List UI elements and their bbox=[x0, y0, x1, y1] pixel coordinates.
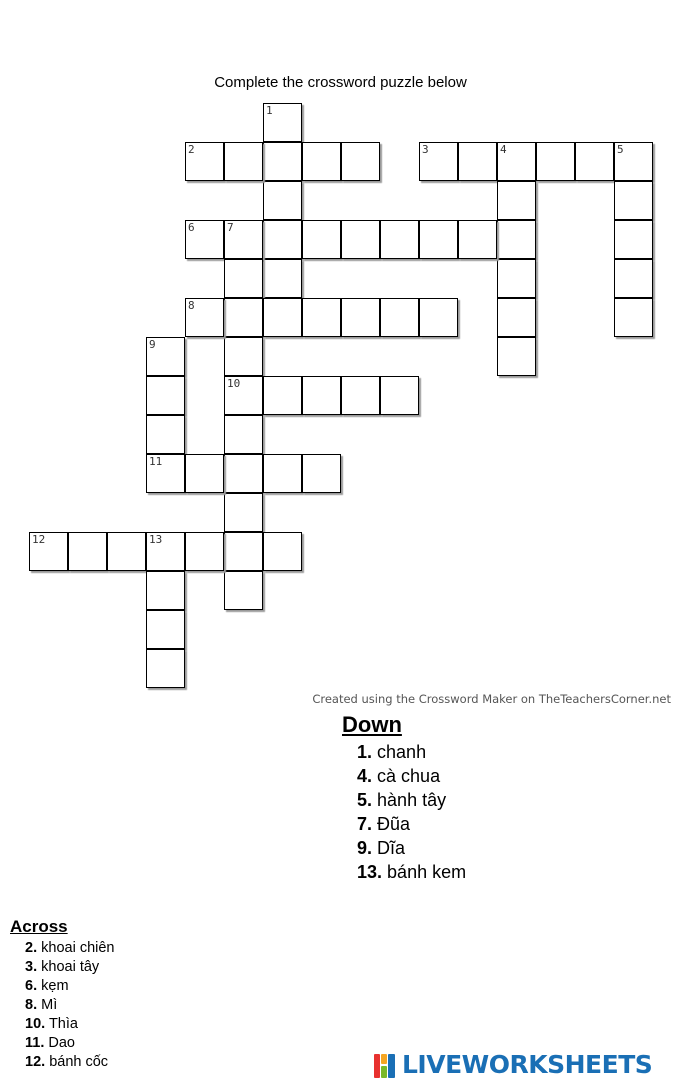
clue-across-12: 12. bánh cốc bbox=[25, 1054, 109, 1070]
clue-down-1: 1. chanh bbox=[357, 742, 427, 762]
crossword-cell[interactable] bbox=[185, 454, 224, 493]
crossword-cell[interactable] bbox=[224, 142, 263, 181]
crossword-cell[interactable] bbox=[458, 220, 497, 259]
crossword-cell[interactable] bbox=[263, 376, 302, 415]
clue-number-label: 6 bbox=[188, 221, 195, 234]
crossword-cell[interactable] bbox=[224, 337, 263, 376]
crossword-cell[interactable] bbox=[263, 454, 302, 493]
crossword-cell[interactable] bbox=[536, 142, 575, 181]
clue-across-11: 11. Dao bbox=[25, 1035, 75, 1051]
clue-down-4: 4. cà chua bbox=[357, 766, 441, 786]
crossword-cell[interactable] bbox=[29, 532, 68, 571]
crossword-cell[interactable] bbox=[146, 571, 185, 610]
across-clues bbox=[10, 917, 114, 1072]
clue-number-label: 12 bbox=[32, 533, 46, 546]
crossword-cell[interactable] bbox=[614, 142, 653, 181]
logo-block-i bbox=[381, 1054, 387, 1064]
crossword-cell[interactable] bbox=[341, 376, 380, 415]
logo-blocks-icon bbox=[374, 1052, 400, 1082]
crossword-cell[interactable] bbox=[302, 454, 341, 493]
clue-number-label: 2 bbox=[188, 143, 195, 156]
crossword-cell[interactable] bbox=[224, 532, 263, 571]
crossword-cell[interactable] bbox=[458, 142, 497, 181]
clue-number-label: 1 bbox=[266, 104, 273, 117]
crossword-cell[interactable] bbox=[146, 337, 185, 376]
crossword-cell[interactable] bbox=[224, 571, 263, 610]
clue-down-5: 5. hành tây bbox=[357, 790, 447, 810]
clue-across-10: 10. Thìa bbox=[25, 1016, 78, 1032]
crossword-cell[interactable] bbox=[341, 142, 380, 181]
crossword-cell[interactable] bbox=[497, 298, 536, 337]
crossword-cell[interactable] bbox=[107, 532, 146, 571]
crossword-cell[interactable] bbox=[263, 532, 302, 571]
crossword-cell[interactable] bbox=[224, 454, 263, 493]
crossword-cell[interactable] bbox=[263, 220, 302, 259]
crossword-cell[interactable] bbox=[146, 649, 185, 688]
crossword-cell[interactable] bbox=[302, 220, 341, 259]
crossword-cell[interactable] bbox=[185, 220, 224, 259]
clue-number-label: 11 bbox=[149, 455, 163, 468]
crossword-cell[interactable] bbox=[614, 259, 653, 298]
crossword-cell[interactable] bbox=[575, 142, 614, 181]
crossword-cell[interactable] bbox=[497, 259, 536, 298]
crossword-cell[interactable] bbox=[146, 415, 185, 454]
crossword-cell[interactable] bbox=[263, 259, 302, 298]
clue-number-label: 8 bbox=[188, 299, 195, 312]
crossword-cell[interactable] bbox=[146, 454, 185, 493]
clue-down-9: 9. Dĩa bbox=[357, 838, 406, 858]
crossword-cell[interactable] bbox=[68, 532, 107, 571]
down-clues bbox=[342, 712, 466, 884]
crossword-cell[interactable] bbox=[341, 220, 380, 259]
crossword-cell[interactable] bbox=[419, 142, 458, 181]
crossword-cell[interactable] bbox=[263, 142, 302, 181]
crossword-cell[interactable] bbox=[224, 259, 263, 298]
crossword-cell[interactable] bbox=[302, 298, 341, 337]
clue-number-label: 5 bbox=[617, 143, 624, 156]
crossword-cell[interactable] bbox=[497, 220, 536, 259]
clue-down-13: 13. bánh kem bbox=[357, 862, 467, 882]
down-heading: Down bbox=[342, 712, 402, 737]
clue-number-label: 13 bbox=[149, 533, 163, 546]
crossword-cell[interactable] bbox=[341, 298, 380, 337]
crossword-cell[interactable] bbox=[224, 415, 263, 454]
crossword-cell[interactable] bbox=[302, 142, 341, 181]
clue-down-7: 7. Đũa bbox=[357, 814, 411, 834]
crossword-cell[interactable] bbox=[146, 376, 185, 415]
crossword-cell[interactable] bbox=[380, 376, 419, 415]
logo-block-e bbox=[388, 1054, 395, 1078]
logo-block-l bbox=[374, 1054, 380, 1078]
clue-across-3: 3. khoai tây bbox=[25, 959, 100, 975]
clue-across-2: 2. khoai chiên bbox=[25, 940, 115, 956]
crossword-cell[interactable] bbox=[146, 532, 185, 571]
clue-across-6: 6. kẹm bbox=[25, 978, 69, 994]
crossword-cell[interactable] bbox=[419, 220, 458, 259]
crossword-cell[interactable] bbox=[614, 298, 653, 337]
clue-number-label: 4 bbox=[500, 143, 507, 156]
crossword-cell[interactable] bbox=[263, 103, 302, 142]
puzzle-title: Complete the crossword puzzle below bbox=[214, 74, 467, 91]
crossword-cell[interactable] bbox=[497, 142, 536, 181]
crossword-cell[interactable] bbox=[497, 181, 536, 220]
liveworksheets-logo bbox=[374, 1050, 674, 1082]
logo-block-v bbox=[381, 1066, 387, 1078]
crossword-cell[interactable] bbox=[185, 532, 224, 571]
crossword-cell[interactable] bbox=[224, 493, 263, 532]
crossword-cell[interactable] bbox=[497, 337, 536, 376]
crossword-cell[interactable] bbox=[614, 220, 653, 259]
crossword-cell[interactable] bbox=[224, 376, 263, 415]
crossword-cell[interactable] bbox=[185, 142, 224, 181]
clue-number-label: 7 bbox=[227, 221, 234, 234]
logo-text: LIVEWORKSHEETS bbox=[402, 1050, 653, 1079]
across-heading: Across bbox=[10, 917, 68, 936]
crossword-cell[interactable] bbox=[224, 220, 263, 259]
crossword-cell[interactable] bbox=[185, 298, 224, 337]
crossword-cell[interactable] bbox=[146, 610, 185, 649]
crossword-cell[interactable] bbox=[380, 298, 419, 337]
crossword-cell[interactable] bbox=[263, 298, 302, 337]
clue-across-8: 8. Mì bbox=[25, 997, 58, 1013]
crossword-cell[interactable] bbox=[419, 298, 458, 337]
crossword-cell[interactable] bbox=[380, 220, 419, 259]
clue-number-label: 10 bbox=[227, 377, 241, 390]
clue-number-label: 3 bbox=[422, 143, 429, 156]
crossword-cell[interactable] bbox=[302, 376, 341, 415]
crossword-cell[interactable] bbox=[614, 181, 653, 220]
crossword-cell[interactable] bbox=[224, 298, 263, 337]
clue-number-label: 9 bbox=[149, 338, 156, 351]
credit-line: Created using the Crossword Maker on TheTeachersCorner.net bbox=[312, 692, 671, 706]
crossword-cell[interactable] bbox=[263, 181, 302, 220]
